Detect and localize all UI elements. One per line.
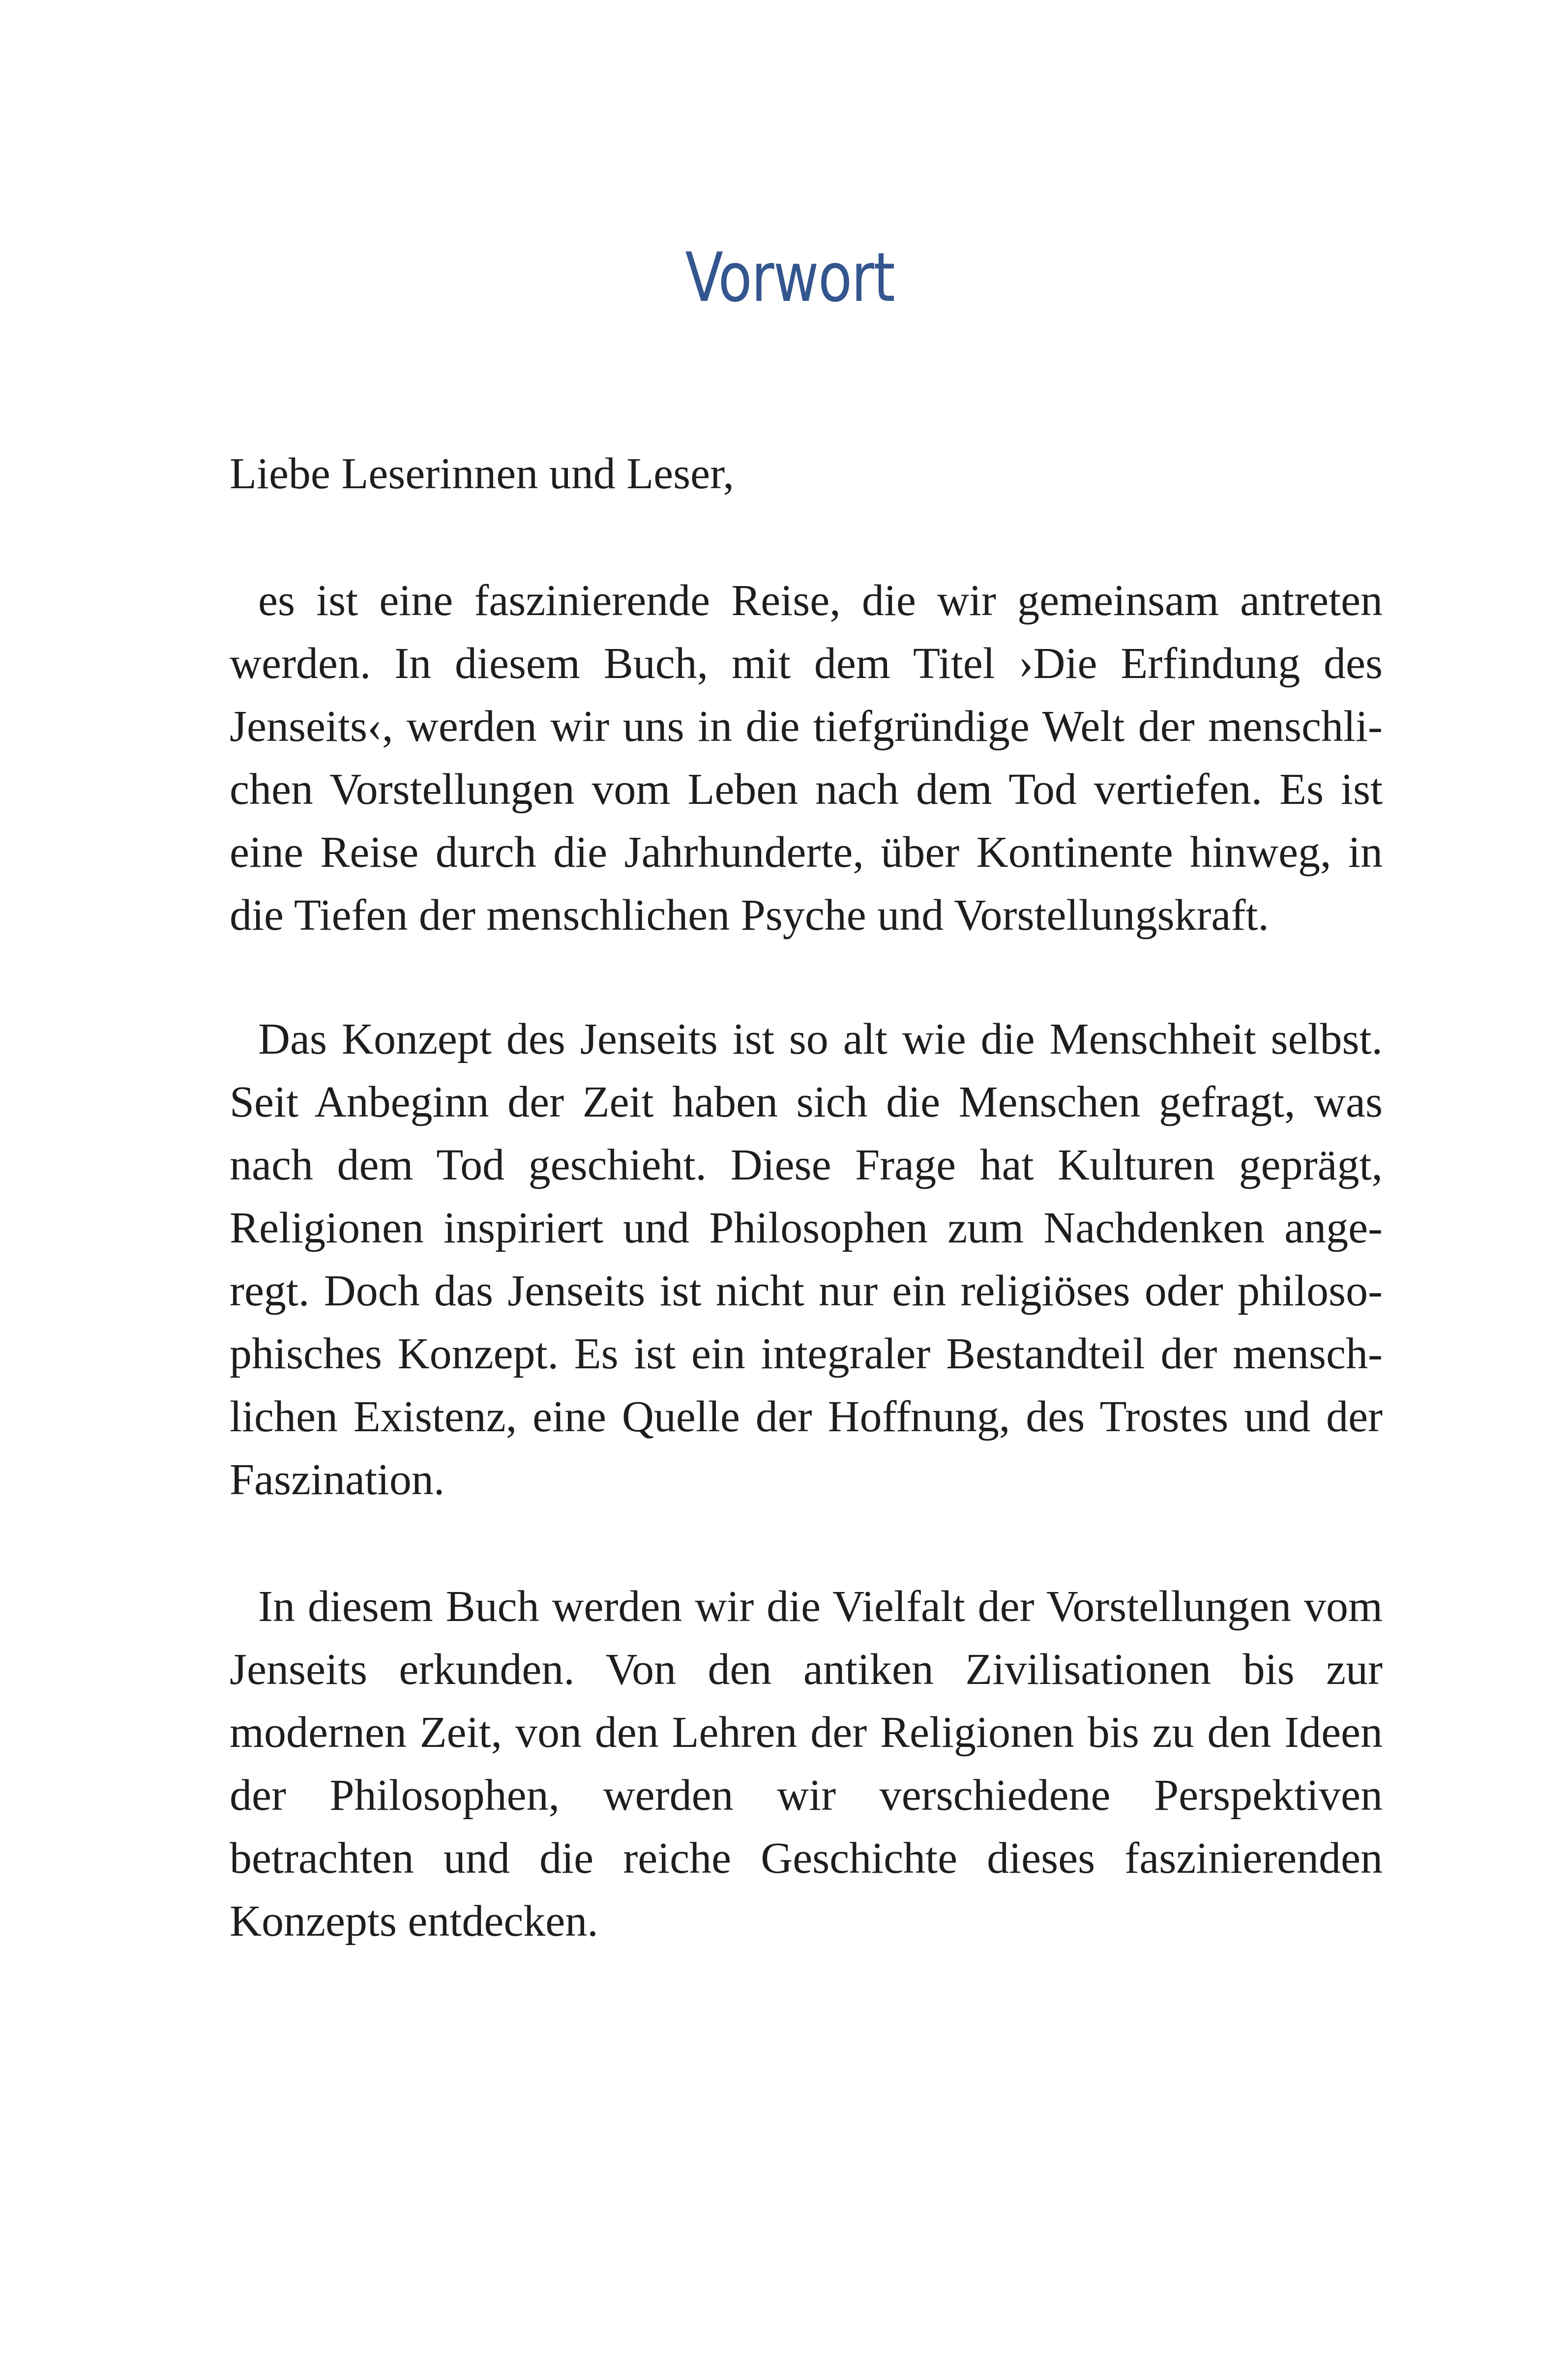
paragraph-3: In diesem Buch werden wir die Vielfalt der Vorstellungen vom Jenseits erkunden. Von den antiken Zivilisationen bis zur modernen Zeit, von den Lehren der Religionen bis zu den Ideen der Philosophen, werden wir verschiedene Perspektiven betrachten und die reiche Geschichte dieses faszinierenden Konzepts entdecken. (230, 1582, 1383, 1946)
paragraph-2: Das Konzept des Jenseits ist so alt wie die Menschheit selbst. Seit Anbeginn der Zeit haben sich die Menschen gefragt, was nach dem Tod geschieht. Diese Frage hat Kulturen geprägt, Religionen inspiriert und Philosophen zum Nachdenken angeregt. Doch das Jenseits ist nicht nur ein religiöses oder philosophisches Konzept. Es ist ein integraler Bestandteil der menschlichen Existenz, eine Quelle der Hoffnung, des Trostes und der Faszination. (230, 1015, 1383, 1504)
page-title: Vorwort (685, 238, 895, 317)
paragraph-1: es ist eine faszinierende Reise, die wir gemeinsam antreten werden. In diesem Buch, mit dem Titel ›Die Erfindung des Jenseits‹, werden wir uns in die tiefgründige Welt der menschlichen Vorstellungen vom Leben nach dem Tod vertiefen. Es ist eine Reise durch die Jahrhunderte, über Kontinente hinweg, in die Tiefen der menschlichen Psyche und Vorstellungskraft. (230, 576, 1383, 940)
greeting-line: Liebe Leserinnen und Leser, (230, 449, 734, 498)
